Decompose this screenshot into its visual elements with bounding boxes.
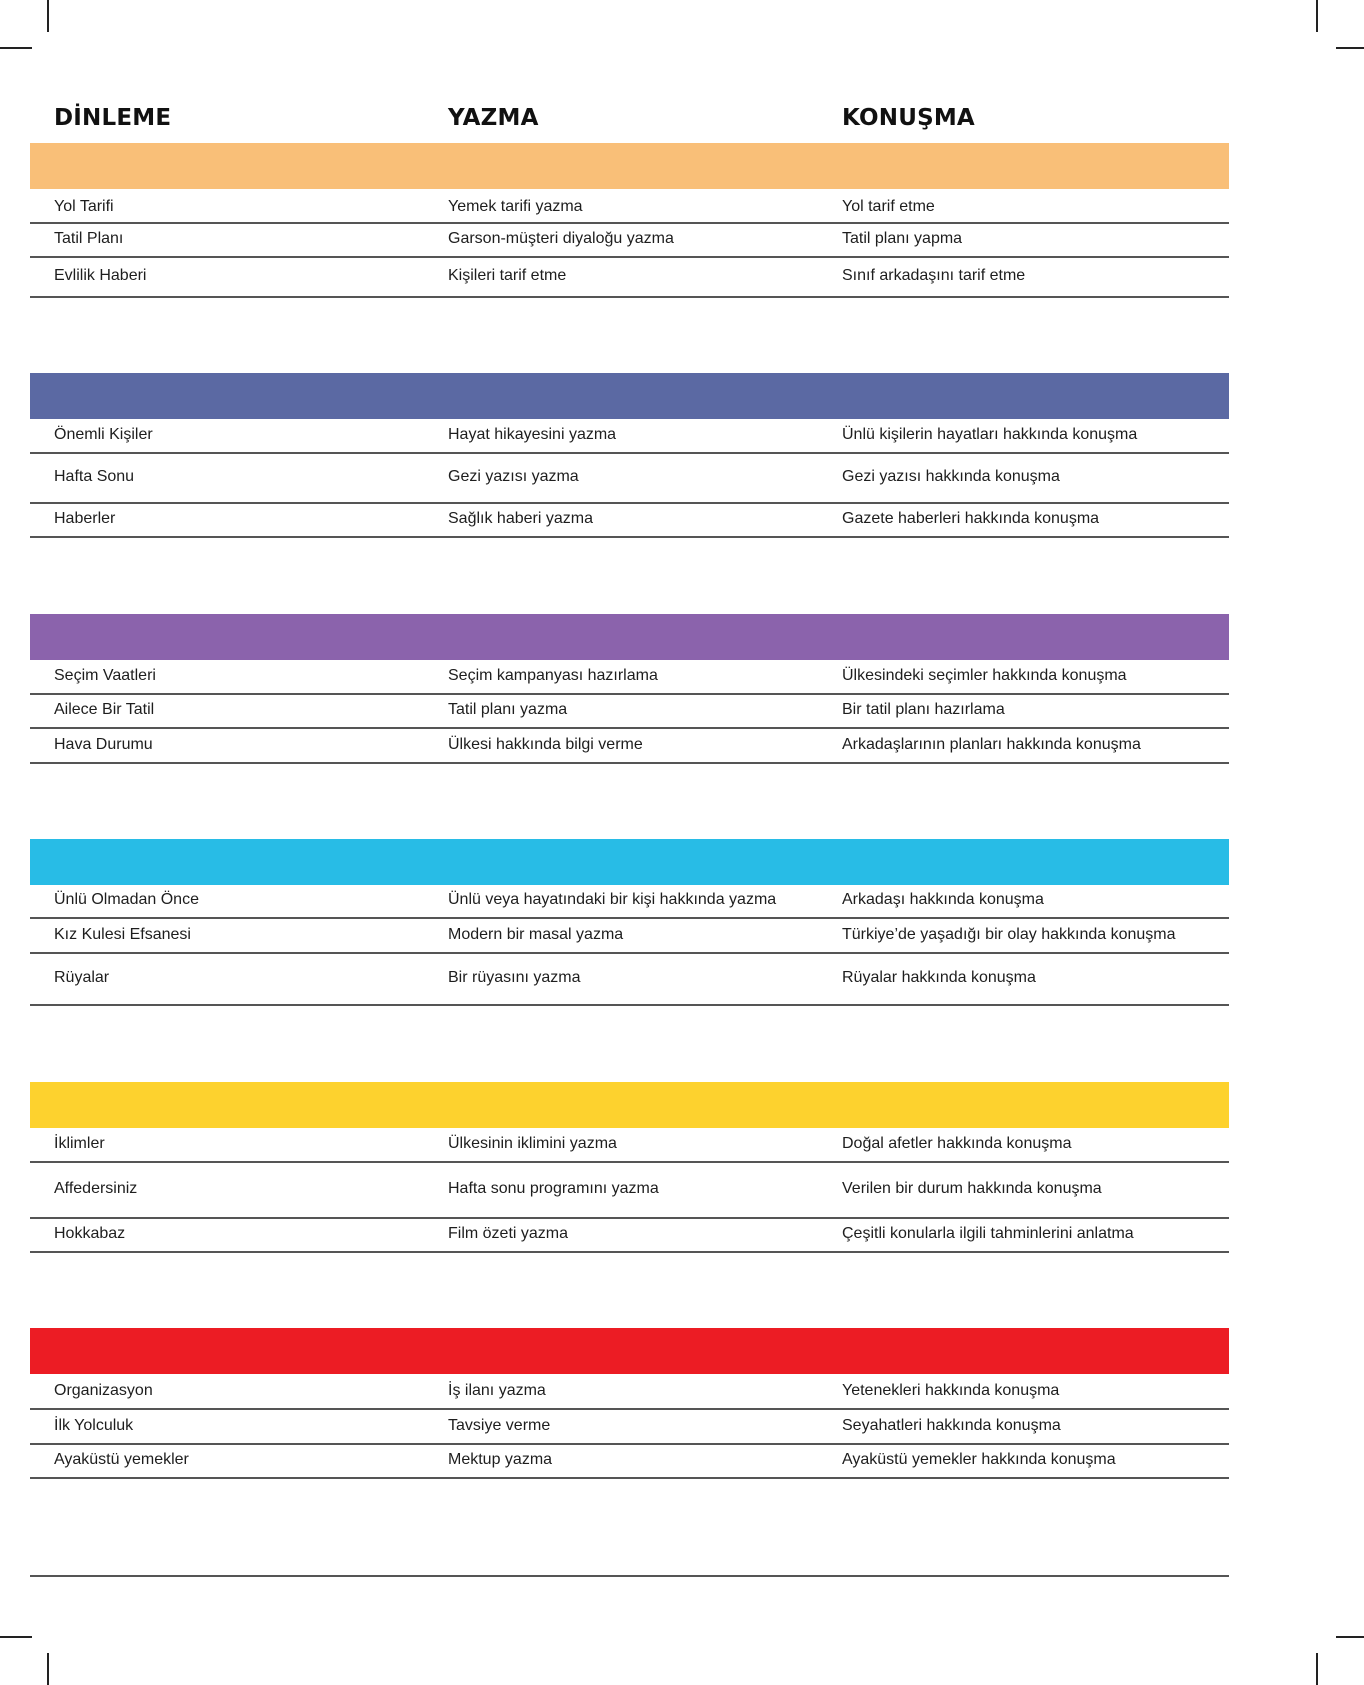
cell-yazma: Ülkesi hakkında bilgi verme [448, 736, 643, 753]
cell-dinleme: Kız Kulesi Efsanesi [54, 926, 191, 943]
header-yazma: YAZMA [448, 105, 539, 131]
cell-yazma: Gezi yazısı yazma [448, 468, 579, 485]
cell-konusma: Yetenekleri hakkında konuşma [842, 1382, 1060, 1399]
header-konusma: KONUŞMA [842, 105, 975, 131]
table-row [30, 729, 1229, 764]
table-row [30, 504, 1229, 538]
cell-dinleme: Hava Durumu [54, 736, 153, 753]
cell-dinleme: Haberler [54, 510, 116, 527]
table-row [30, 885, 1229, 919]
cell-yazma: Hafta sonu programını yazma [448, 1180, 659, 1197]
cell-konusma: Gazete haberleri hakkında konuşma [842, 510, 1100, 527]
cell-yazma: Sağlık haberi yazma [448, 510, 593, 527]
cell-konusma: Arkadaşı hakkında konuşma [842, 891, 1044, 908]
cell-yazma: Modern bir masal yazma [448, 926, 624, 943]
crop-mark [1336, 47, 1364, 49]
table-row [30, 1445, 1229, 1479]
cell-konusma: Verilen bir durum hakkında konuşma [842, 1180, 1102, 1197]
table-row [30, 1375, 1229, 1410]
cell-yazma: Kişileri tarif etme [448, 267, 567, 284]
cell-konusma: Çeşitli konularla ilgili tahminlerini anlatma [842, 1225, 1134, 1242]
cell-dinleme: Hokkabaz [54, 1225, 126, 1242]
section-band-4 [30, 839, 1229, 885]
cell-dinleme: İklimler [54, 1135, 105, 1152]
cell-konusma: Doğal afetler hakkında konuşma [842, 1135, 1072, 1152]
cell-dinleme: Ayaküstü yemekler [54, 1451, 189, 1468]
section-band-5 [30, 1082, 1229, 1128]
cell-konusma: Arkadaşlarının planları hakkında konuşma [842, 736, 1141, 753]
cell-yazma: Tatil planı yazma [448, 701, 568, 718]
cell-yazma: İş ilanı yazma [448, 1382, 546, 1399]
crop-mark [1316, 0, 1318, 32]
cell-yazma: Hayat hikayesini yazma [448, 426, 617, 443]
cell-dinleme: Ünlü Olmadan Önce [54, 891, 199, 908]
cell-konusma: Tatil planı yapma [842, 230, 963, 247]
cell-dinleme: Seçim Vaatleri [54, 667, 156, 684]
table-row [30, 695, 1229, 729]
cell-yazma: Ünlü veya hayatındaki bir kişi hakkında yazma [448, 891, 777, 908]
cell-konusma: Ülkesindeki seçimler hakkında konuşma [842, 667, 1127, 684]
cell-yazma: Mektup yazma [448, 1451, 553, 1468]
section-band-3 [30, 614, 1229, 660]
cell-dinleme: Ailece Bir Tatil [54, 701, 155, 718]
bottom-divider [30, 1575, 1229, 1577]
table-row [30, 954, 1229, 1006]
cell-yazma: Bir rüyasını yazma [448, 969, 581, 986]
cell-konusma: Gezi yazısı hakkında konuşma [842, 468, 1060, 485]
cell-konusma: Yol tarif etme [842, 198, 935, 215]
crop-mark [0, 1636, 32, 1638]
table-row [30, 1163, 1229, 1219]
cell-dinleme: Tatil Planı [54, 230, 124, 247]
crop-mark [47, 1653, 49, 1685]
cell-konusma: Bir tatil planı hazırlama [842, 701, 1005, 718]
cell-dinleme: Organizasyon [54, 1382, 153, 1399]
cell-yazma: Tavsiye verme [448, 1417, 551, 1434]
table-row [30, 1410, 1229, 1445]
crop-mark [1336, 1636, 1364, 1638]
table-row [30, 224, 1229, 258]
cell-konusma: Türkiye’de yaşadığı bir olay hakkında konuşma [842, 926, 1176, 943]
cell-dinleme: Evlilik Haberi [54, 267, 147, 284]
cell-dinleme: Rüyalar [54, 969, 110, 986]
cell-dinleme: Önemli Kişiler [54, 426, 153, 443]
cell-konusma: Sınıf arkadaşını tarif etme [842, 267, 1026, 284]
table-row [30, 660, 1229, 695]
cell-dinleme: Affedersiniz [54, 1180, 138, 1197]
cell-dinleme: Hafta Sonu [54, 468, 135, 485]
crop-mark [0, 47, 32, 49]
table-row [30, 1128, 1229, 1163]
cell-konusma: Ayaküstü yemekler hakkında konuşma [842, 1451, 1116, 1468]
table-row [30, 193, 1229, 224]
table-row [30, 454, 1229, 504]
section-band-6 [30, 1328, 1229, 1374]
table-row [30, 420, 1229, 454]
table-row [30, 258, 1229, 298]
crop-mark [1316, 1653, 1318, 1685]
cell-yazma: Garson-müşteri diyaloğu yazma [448, 230, 674, 247]
cell-konusma: Rüyalar hakkında konuşma [842, 969, 1036, 986]
table-row [30, 1219, 1229, 1253]
table-row [30, 919, 1229, 954]
section-band-2 [30, 373, 1229, 419]
header-dinleme: DİNLEME [54, 105, 172, 131]
cell-yazma: Film özeti yazma [448, 1225, 569, 1242]
section-band-1 [30, 143, 1229, 189]
crop-mark [47, 0, 49, 32]
cell-dinleme: Yol Tarifi [54, 198, 114, 215]
cell-yazma: Yemek tarifi yazma [448, 198, 583, 215]
cell-yazma: Ülkesinin iklimini yazma [448, 1135, 617, 1152]
cell-konusma: Seyahatleri hakkında konuşma [842, 1417, 1061, 1434]
cell-konusma: Ünlü kişilerin hayatları hakkında konuşma [842, 426, 1138, 443]
cell-yazma: Seçim kampanyası hazırlama [448, 667, 658, 684]
cell-dinleme: İlk Yolculuk [54, 1417, 134, 1434]
